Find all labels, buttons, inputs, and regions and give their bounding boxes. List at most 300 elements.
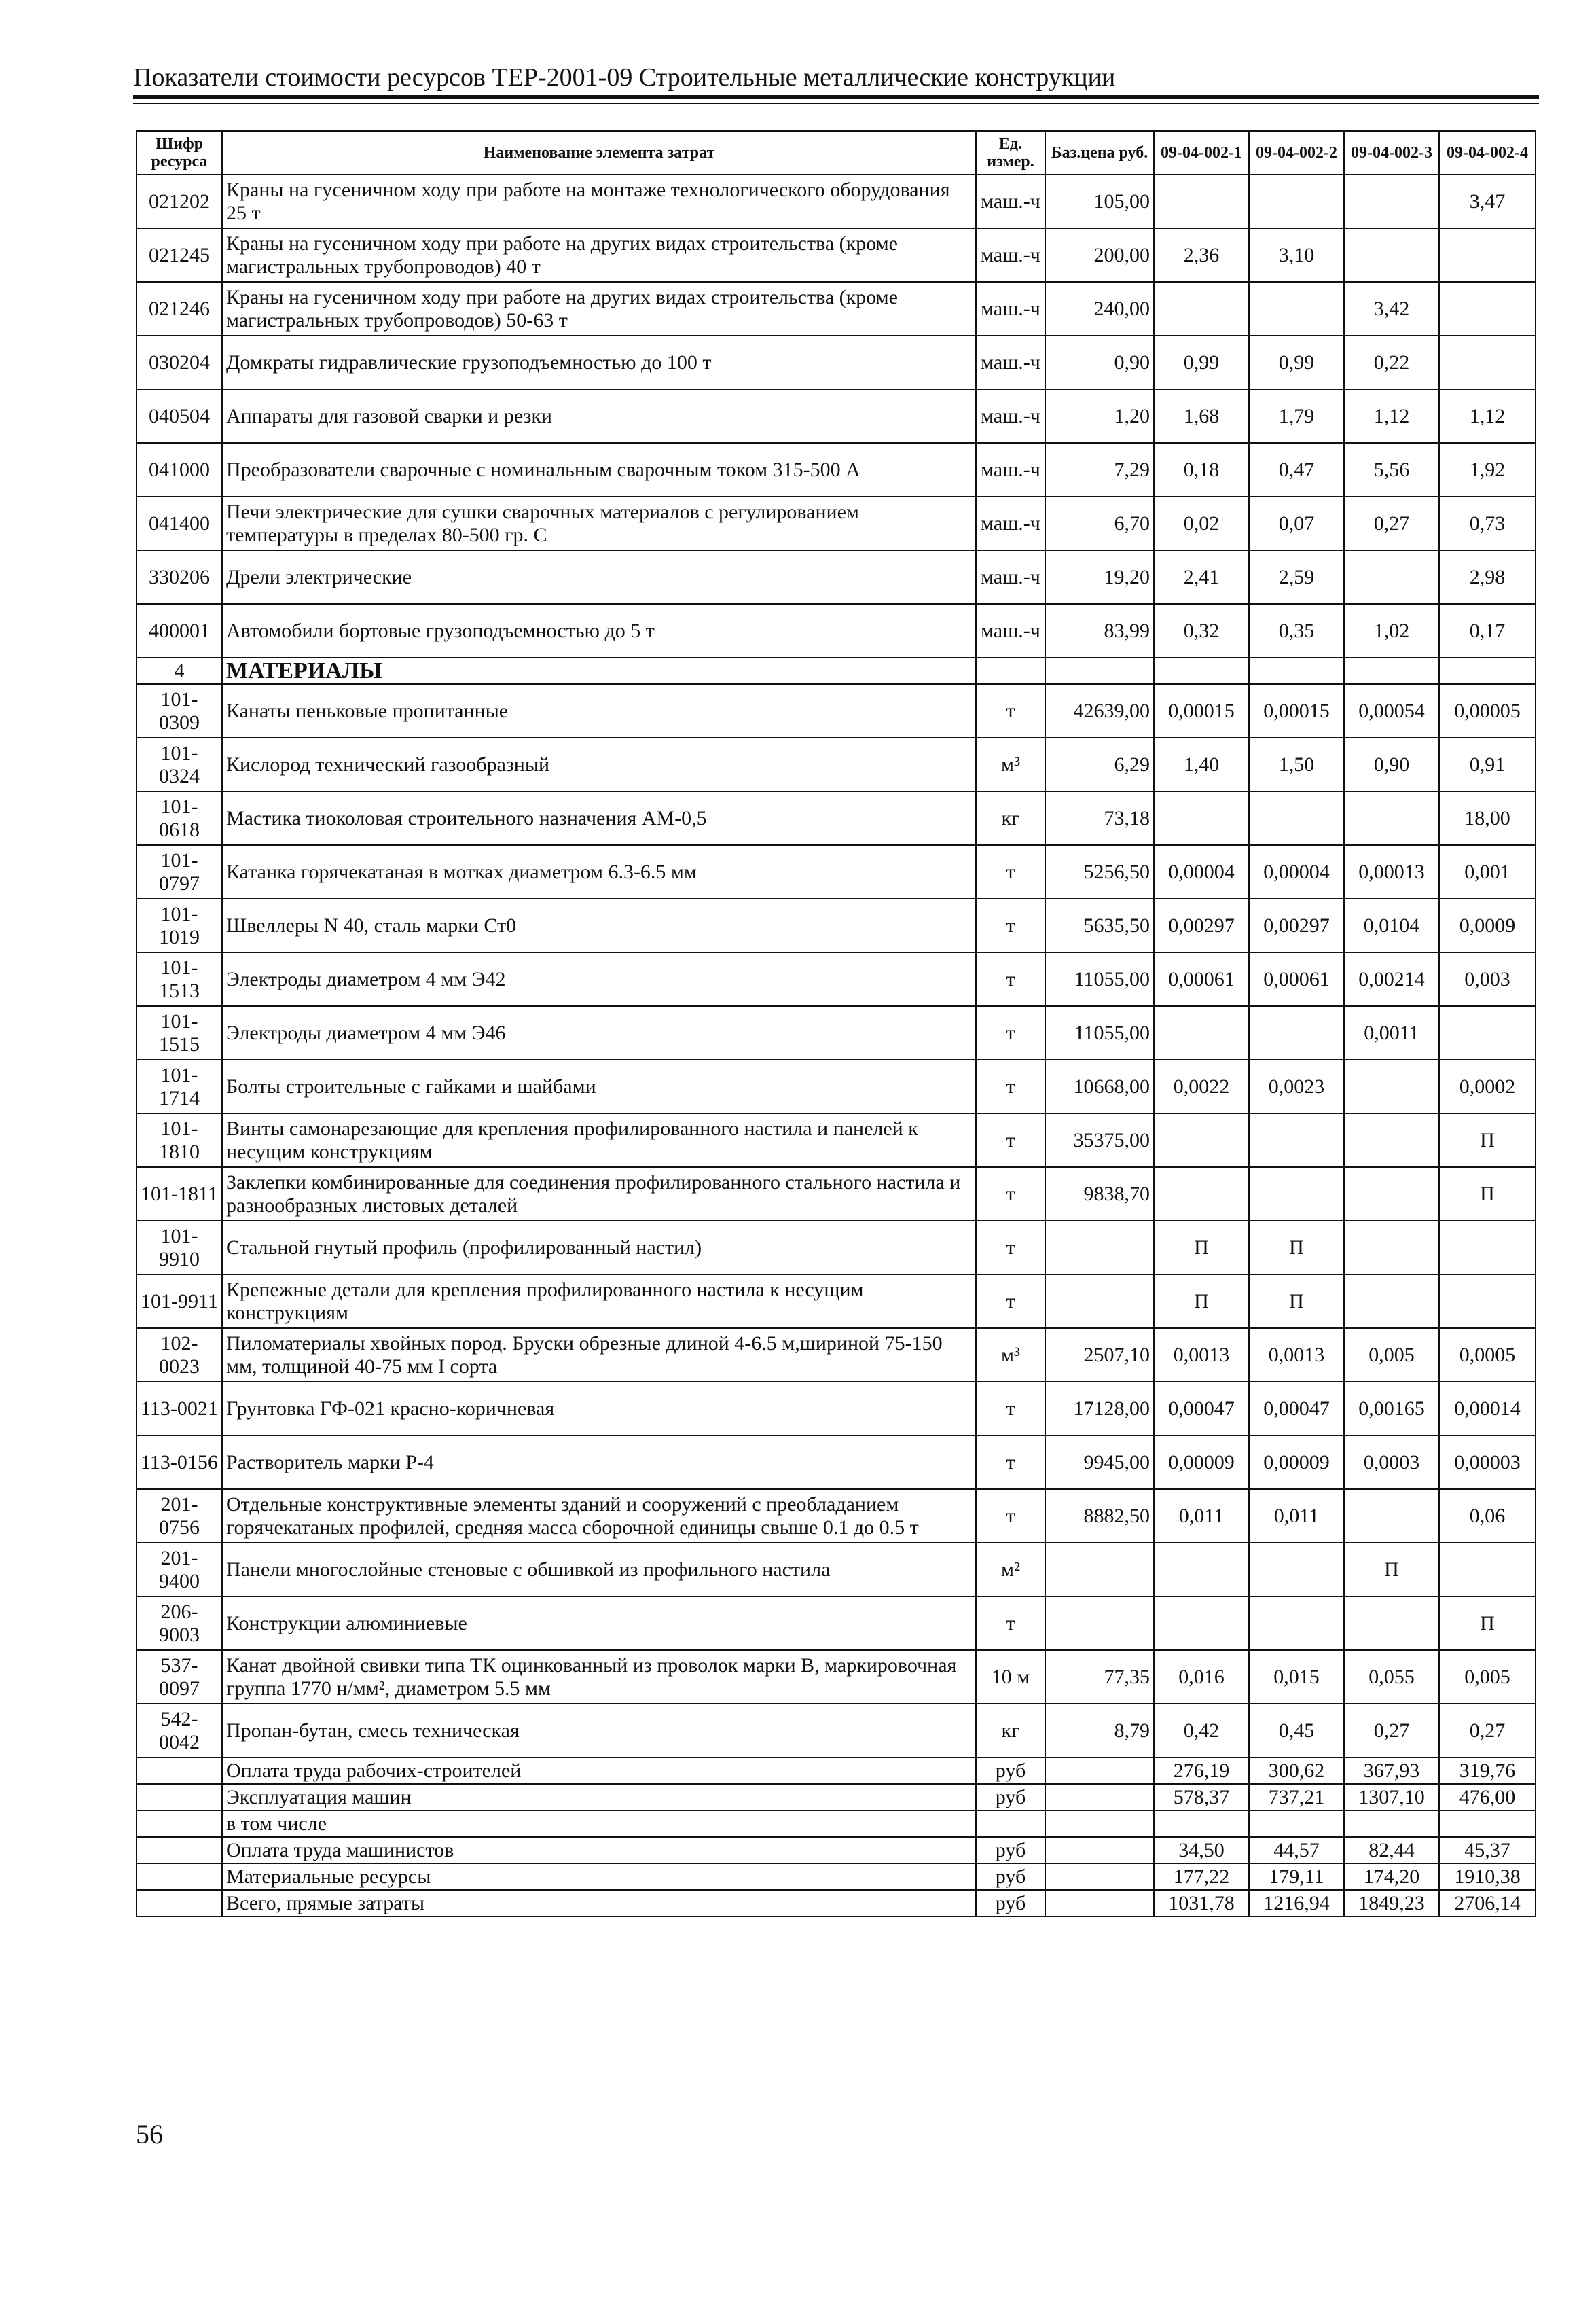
base-price: 6,70 <box>1045 497 1154 550</box>
resource-code: 101-0309 <box>137 684 222 738</box>
base-price <box>1045 1221 1154 1274</box>
summary-unit: руб <box>976 1890 1045 1916</box>
resource-unit: т <box>976 1274 1045 1328</box>
resource-unit: маш.-ч <box>976 443 1045 497</box>
norm-value-2 <box>1249 1006 1344 1060</box>
norm-value-1: 0,016 <box>1154 1650 1249 1704</box>
resource-code: 101-1810 <box>137 1113 222 1167</box>
summary-value-2: 1216,94 <box>1249 1890 1344 1916</box>
table-row <box>137 1435 1536 1489</box>
summary-row <box>137 1837 1536 1863</box>
table-row <box>137 1328 1536 1382</box>
norm-value-3 <box>1344 791 1439 845</box>
title-rule <box>133 95 1539 99</box>
norm-value-3 <box>1344 175 1439 228</box>
resource-code: 101-0618 <box>137 791 222 845</box>
norm-value-2: 0,011 <box>1249 1489 1344 1543</box>
summary-value-1: 578,37 <box>1154 1784 1249 1810</box>
table-row <box>137 952 1536 1006</box>
base-price: 105,00 <box>1045 175 1154 228</box>
norm-value-2: 2,59 <box>1249 550 1344 604</box>
resource-code: 101-1513 <box>137 952 222 1006</box>
norm-value-2 <box>1249 282 1344 336</box>
summary-label: Оплата труда рабочих-строителей <box>222 1757 976 1784</box>
summary-value-1: 34,50 <box>1154 1837 1249 1863</box>
resource-name: Преобразователи сварочные с номинальным сварочным током 315-500 А <box>222 443 976 497</box>
base-price <box>1045 1596 1154 1650</box>
norm-value-1 <box>1154 791 1249 845</box>
base-price: 42639,00 <box>1045 684 1154 738</box>
empty-cell <box>137 1890 222 1916</box>
empty-cell <box>137 1837 222 1863</box>
norm-value-1 <box>1154 175 1249 228</box>
norm-value-4 <box>1439 1274 1536 1328</box>
resource-name: Винты самонарезающие для крепления профилированного настила и панелей к несущим конструкциям <box>222 1113 976 1167</box>
summary-value-2: 179,11 <box>1249 1863 1344 1890</box>
resource-unit: т <box>976 1489 1045 1543</box>
empty-cell <box>976 658 1045 684</box>
norm-value-3: 3,42 <box>1344 282 1439 336</box>
resource-unit: т <box>976 1060 1045 1113</box>
norm-value-3 <box>1344 1274 1439 1328</box>
base-price: 9838,70 <box>1045 1167 1154 1221</box>
base-price: 83,99 <box>1045 604 1154 658</box>
summary-value-3: 82,44 <box>1344 1837 1439 1863</box>
resource-unit: маш.-ч <box>976 497 1045 550</box>
resource-code: 206-9003 <box>137 1596 222 1650</box>
summary-label: в том числе <box>222 1810 976 1837</box>
resource-unit: маш.-ч <box>976 175 1045 228</box>
summary-row <box>137 1810 1536 1837</box>
table-row <box>137 791 1536 845</box>
norm-value-4: 0,003 <box>1439 952 1536 1006</box>
empty-cell <box>137 1784 222 1810</box>
resource-name: Болты строительные с гайками и шайбами <box>222 1060 976 1113</box>
table-row <box>137 175 1536 228</box>
empty-cell <box>137 1863 222 1890</box>
norm-value-2: 0,47 <box>1249 443 1344 497</box>
base-price: 1,20 <box>1045 389 1154 443</box>
norm-value-1: 2,36 <box>1154 228 1249 282</box>
summary-value-3: 1307,10 <box>1344 1784 1439 1810</box>
norm-value-2 <box>1249 1167 1344 1221</box>
resource-name: Электроды диаметром 4 мм Э46 <box>222 1006 976 1060</box>
resource-name: Стальной гнутый профиль (профилированный настил) <box>222 1221 976 1274</box>
resource-name: Канаты пеньковые пропитанные <box>222 684 976 738</box>
norm-value-1: 0,00297 <box>1154 899 1249 952</box>
table-row <box>137 550 1536 604</box>
summary-value-3: 1849,23 <box>1344 1890 1439 1916</box>
header-col3: 09-04-002-3 <box>1344 131 1439 175</box>
resource-unit: кг <box>976 791 1045 845</box>
norm-value-3: 0,00013 <box>1344 845 1439 899</box>
table-row <box>137 684 1536 738</box>
norm-value-2: 0,07 <box>1249 497 1344 550</box>
resource-unit: т <box>976 899 1045 952</box>
header-col4: 09-04-002-4 <box>1439 131 1536 175</box>
norm-value-4: П <box>1439 1113 1536 1167</box>
resource-name: Электроды диаметром 4 мм Э42 <box>222 952 976 1006</box>
norm-value-4 <box>1439 1006 1536 1060</box>
summary-value-1 <box>1154 1810 1249 1837</box>
resource-code: 021246 <box>137 282 222 336</box>
resource-name: Аппараты для газовой сварки и резки <box>222 389 976 443</box>
norm-value-4: П <box>1439 1596 1536 1650</box>
norm-value-3: 0,22 <box>1344 336 1439 389</box>
norm-value-4 <box>1439 282 1536 336</box>
norm-value-4 <box>1439 1543 1536 1596</box>
summary-label: Материальные ресурсы <box>222 1863 976 1890</box>
resource-code: 537-0097 <box>137 1650 222 1704</box>
summary-value-3 <box>1344 1810 1439 1837</box>
base-price: 5635,50 <box>1045 899 1154 952</box>
resource-unit: т <box>976 1006 1045 1060</box>
summary-value-4: 1910,38 <box>1439 1863 1536 1890</box>
norm-value-4: 18,00 <box>1439 791 1536 845</box>
norm-value-1: 0,42 <box>1154 1704 1249 1757</box>
resource-unit: т <box>976 1167 1045 1221</box>
norm-value-2: 0,35 <box>1249 604 1344 658</box>
base-price: 2507,10 <box>1045 1328 1154 1382</box>
norm-value-2: 3,10 <box>1249 228 1344 282</box>
norm-value-4: 0,00003 <box>1439 1435 1536 1489</box>
header-col1: 09-04-002-1 <box>1154 131 1249 175</box>
table-row <box>137 1543 1536 1596</box>
norm-value-4: 1,12 <box>1439 389 1536 443</box>
norm-value-4: 0,0005 <box>1439 1328 1536 1382</box>
norm-value-1: 0,18 <box>1154 443 1249 497</box>
table-row <box>137 1113 1536 1167</box>
table-row <box>137 1167 1536 1221</box>
resource-unit: т <box>976 1596 1045 1650</box>
norm-value-2: 1,50 <box>1249 738 1344 791</box>
summary-value-4: 476,00 <box>1439 1784 1536 1810</box>
table-row <box>137 336 1536 389</box>
base-price: 5256,50 <box>1045 845 1154 899</box>
resource-code: 101-1714 <box>137 1060 222 1113</box>
summary-value-1: 276,19 <box>1154 1757 1249 1784</box>
norm-value-3: 0,00214 <box>1344 952 1439 1006</box>
resource-unit: 10 м <box>976 1650 1045 1704</box>
summary-value-2 <box>1249 1810 1344 1837</box>
base-price: 8882,50 <box>1045 1489 1154 1543</box>
empty-cell <box>1045 1863 1154 1890</box>
resource-unit: т <box>976 1382 1045 1435</box>
norm-value-4 <box>1439 336 1536 389</box>
norm-value-3: 1,02 <box>1344 604 1439 658</box>
norm-value-1: 0,0013 <box>1154 1328 1249 1382</box>
resource-name: Кислород технический газообразный <box>222 738 976 791</box>
summary-label: Оплата труда машинистов <box>222 1837 976 1863</box>
norm-value-3: 0,27 <box>1344 1704 1439 1757</box>
norm-value-2 <box>1249 791 1344 845</box>
empty-cell <box>1045 1810 1154 1837</box>
norm-value-1 <box>1154 1596 1249 1650</box>
header-name: Наименование элемента затрат <box>222 131 976 175</box>
table-row <box>137 1382 1536 1435</box>
norm-value-1: 0,00047 <box>1154 1382 1249 1435</box>
summary-row <box>137 1784 1536 1810</box>
table-row <box>137 282 1536 336</box>
norm-value-4: 0,91 <box>1439 738 1536 791</box>
resource-name: Краны на гусеничном ходу при работе на других видах строительства (кроме магистральных трубопроводов) 50-63 т <box>222 282 976 336</box>
norm-value-4: 0,001 <box>1439 845 1536 899</box>
summary-value-1: 1031,78 <box>1154 1890 1249 1916</box>
resource-code: 041000 <box>137 443 222 497</box>
norm-value-4 <box>1439 228 1536 282</box>
norm-value-1 <box>1154 1113 1249 1167</box>
table-row <box>137 497 1536 550</box>
resource-unit: м³ <box>976 1328 1045 1382</box>
norm-value-3 <box>1344 550 1439 604</box>
resource-code: 113-0021 <box>137 1382 222 1435</box>
base-price: 35375,00 <box>1045 1113 1154 1167</box>
table-row <box>137 1596 1536 1650</box>
resource-name: Крепежные детали для крепления профилированного настила к несущим конструкциям <box>222 1274 976 1328</box>
resource-name: Конструкции алюминиевые <box>222 1596 976 1650</box>
norm-value-2: 0,0013 <box>1249 1328 1344 1382</box>
norm-value-3 <box>1344 1060 1439 1113</box>
norm-value-3: 0,0011 <box>1344 1006 1439 1060</box>
norm-value-4: 0,0002 <box>1439 1060 1536 1113</box>
table-body <box>137 175 1536 1916</box>
summary-unit: руб <box>976 1757 1045 1784</box>
norm-value-4: 0,00014 <box>1439 1382 1536 1435</box>
norm-value-1 <box>1154 1006 1249 1060</box>
summary-value-2: 44,57 <box>1249 1837 1344 1863</box>
resource-code: 330206 <box>137 550 222 604</box>
table-row <box>137 1704 1536 1757</box>
norm-value-2: 1,79 <box>1249 389 1344 443</box>
norm-value-2: 0,00061 <box>1249 952 1344 1006</box>
norm-value-2: 0,45 <box>1249 1704 1344 1757</box>
base-price: 0,90 <box>1045 336 1154 389</box>
resource-cost-table <box>136 130 1536 1917</box>
resource-unit: т <box>976 1113 1045 1167</box>
base-price: 73,18 <box>1045 791 1154 845</box>
summary-value-2: 300,62 <box>1249 1757 1344 1784</box>
norm-value-4: 0,0009 <box>1439 899 1536 952</box>
norm-value-2: 0,00009 <box>1249 1435 1344 1489</box>
norm-value-3: 0,055 <box>1344 1650 1439 1704</box>
base-price: 19,20 <box>1045 550 1154 604</box>
section-code: 4 <box>137 658 222 684</box>
resource-code: 101-9911 <box>137 1274 222 1328</box>
base-price: 200,00 <box>1045 228 1154 282</box>
resource-code: 113-0156 <box>137 1435 222 1489</box>
resource-name: Автомобили бортовые грузоподъемностью до 5 т <box>222 604 976 658</box>
resource-code: 021202 <box>137 175 222 228</box>
norm-value-1: 2,41 <box>1154 550 1249 604</box>
norm-value-2: 0,0023 <box>1249 1060 1344 1113</box>
norm-value-2: П <box>1249 1221 1344 1274</box>
summary-row <box>137 1890 1536 1916</box>
resource-code: 201-0756 <box>137 1489 222 1543</box>
resource-name: Домкраты гидравлические грузоподъемностью до 100 т <box>222 336 976 389</box>
resource-name: Краны на гусеничном ходу при работе на монтаже технологического оборудования 25 т <box>222 175 976 228</box>
norm-value-3 <box>1344 228 1439 282</box>
empty-cell <box>1249 658 1344 684</box>
norm-value-3: 1,12 <box>1344 389 1439 443</box>
section-title: МАТЕРИАЛЫ <box>222 658 976 684</box>
summary-value-4: 319,76 <box>1439 1757 1536 1784</box>
norm-value-2 <box>1249 1596 1344 1650</box>
table-row <box>137 1060 1536 1113</box>
resource-code: 101-1515 <box>137 1006 222 1060</box>
resource-unit: м² <box>976 1543 1045 1596</box>
norm-value-2: 0,015 <box>1249 1650 1344 1704</box>
base-price: 17128,00 <box>1045 1382 1154 1435</box>
resource-name: Краны на гусеничном ходу при работе на других видах строительства (кроме магистральных трубопроводов) 40 т <box>222 228 976 282</box>
resource-code: 101-0324 <box>137 738 222 791</box>
norm-value-1: 0,011 <box>1154 1489 1249 1543</box>
norm-value-4: 0,27 <box>1439 1704 1536 1757</box>
table-row <box>137 1274 1536 1328</box>
table-row <box>137 899 1536 952</box>
norm-value-1: 0,99 <box>1154 336 1249 389</box>
resource-code: 101-1019 <box>137 899 222 952</box>
resource-code: 542-0042 <box>137 1704 222 1757</box>
table-row <box>137 604 1536 658</box>
empty-cell <box>1045 1757 1154 1784</box>
norm-value-2 <box>1249 175 1344 228</box>
resource-name: Печи электрические для сушки сварочных материалов с регулированием температуры в пределах 80-500 гр. С <box>222 497 976 550</box>
norm-value-4: П <box>1439 1167 1536 1221</box>
resource-unit: маш.-ч <box>976 282 1045 336</box>
table-row <box>137 389 1536 443</box>
resource-unit: маш.-ч <box>976 228 1045 282</box>
norm-value-4: 3,47 <box>1439 175 1536 228</box>
norm-value-1: П <box>1154 1274 1249 1328</box>
resource-unit: м³ <box>976 738 1045 791</box>
norm-value-3: 0,00054 <box>1344 684 1439 738</box>
header-code: Шифр ресурса <box>137 131 222 175</box>
norm-value-3 <box>1344 1113 1439 1167</box>
summary-value-3: 174,20 <box>1344 1863 1439 1890</box>
table-row <box>137 1221 1536 1274</box>
empty-cell <box>1439 658 1536 684</box>
empty-cell <box>1045 1890 1154 1916</box>
base-price: 6,29 <box>1045 738 1154 791</box>
norm-value-4 <box>1439 1221 1536 1274</box>
resource-code: 101-1811 <box>137 1167 222 1221</box>
summary-value-1: 177,22 <box>1154 1863 1249 1890</box>
norm-value-2 <box>1249 1113 1344 1167</box>
norm-value-1: 0,00015 <box>1154 684 1249 738</box>
norm-value-4: 1,92 <box>1439 443 1536 497</box>
summary-row <box>137 1757 1536 1784</box>
norm-value-2 <box>1249 1543 1344 1596</box>
norm-value-1: 1,68 <box>1154 389 1249 443</box>
resource-unit: т <box>976 845 1045 899</box>
norm-value-1 <box>1154 1167 1249 1221</box>
resource-name: Заклепки комбинированные для соединения профилированного стального настила и разнообразных листовых деталей <box>222 1167 976 1221</box>
empty-cell <box>137 1757 222 1784</box>
resource-unit: кг <box>976 1704 1045 1757</box>
table-row <box>137 1489 1536 1543</box>
resource-name: Канат двойной свивки типа ТК оцинкованный из проволок марки В, маркировочная группа 1770 н/мм², диаметром 5.5 мм <box>222 1650 976 1704</box>
norm-value-1: П <box>1154 1221 1249 1274</box>
norm-value-3: 0,0104 <box>1344 899 1439 952</box>
norm-value-3 <box>1344 1489 1439 1543</box>
table-row <box>137 845 1536 899</box>
resource-name: Отдельные конструктивные элементы зданий и сооружений с преобладанием горячекатаных профилей, средняя масса сборочной единицы свыше 0.1 до 0.5 т <box>222 1489 976 1543</box>
norm-value-4: 0,005 <box>1439 1650 1536 1704</box>
resource-code: 201-9400 <box>137 1543 222 1596</box>
base-price: 10668,00 <box>1045 1060 1154 1113</box>
norm-value-4: 2,98 <box>1439 550 1536 604</box>
base-price: 240,00 <box>1045 282 1154 336</box>
resource-name: Дрели электрические <box>222 550 976 604</box>
resource-name: Панели многослойные стеновые с обшивкой из профильного настила <box>222 1543 976 1596</box>
resource-code: 040504 <box>137 389 222 443</box>
norm-value-3 <box>1344 1221 1439 1274</box>
summary-unit <box>976 1810 1045 1837</box>
resource-unit: т <box>976 1221 1045 1274</box>
norm-value-1: 0,0022 <box>1154 1060 1249 1113</box>
summary-label: Всего, прямые затраты <box>222 1890 976 1916</box>
resource-name: Пиломатериалы хвойных пород. Бруски обрезные длиной 4-6.5 м,шириной 75-150 мм, толщиной 40-75 мм I сорта <box>222 1328 976 1382</box>
table-row <box>137 1006 1536 1060</box>
norm-value-3: 0,0003 <box>1344 1435 1439 1489</box>
summary-value-4 <box>1439 1810 1536 1837</box>
table-header-row <box>137 131 1536 175</box>
base-price: 11055,00 <box>1045 952 1154 1006</box>
norm-value-2: П <box>1249 1274 1344 1328</box>
norm-value-3: П <box>1344 1543 1439 1596</box>
resource-code: 400001 <box>137 604 222 658</box>
norm-value-2: 0,00004 <box>1249 845 1344 899</box>
resource-unit: маш.-ч <box>976 336 1045 389</box>
norm-value-4: 0,17 <box>1439 604 1536 658</box>
norm-value-3: 5,56 <box>1344 443 1439 497</box>
norm-value-4: 0,06 <box>1439 1489 1536 1543</box>
resource-unit: т <box>976 1435 1045 1489</box>
resource-code: 041400 <box>137 497 222 550</box>
base-price: 9945,00 <box>1045 1435 1154 1489</box>
summary-value-2: 737,21 <box>1249 1784 1344 1810</box>
summary-value-3: 367,93 <box>1344 1757 1439 1784</box>
base-price: 11055,00 <box>1045 1006 1154 1060</box>
resource-name: Катанка горячекатаная в мотках диаметром 6.3-6.5 мм <box>222 845 976 899</box>
resource-unit: маш.-ч <box>976 550 1045 604</box>
empty-cell <box>1045 1837 1154 1863</box>
resource-name: Растворитель марки Р-4 <box>222 1435 976 1489</box>
empty-cell <box>1344 658 1439 684</box>
resource-code: 030204 <box>137 336 222 389</box>
base-price <box>1045 1274 1154 1328</box>
resource-name: Грунтовка ГФ-021 красно-коричневая <box>222 1382 976 1435</box>
base-price: 8,79 <box>1045 1704 1154 1757</box>
page-number: 56 <box>136 2119 163 2149</box>
page-title: Показатели стоимости ресурсов ТЕР-2001-09 Строительные металлические конструкции <box>133 63 1116 92</box>
resource-name: Пропан-бутан, смесь техническая <box>222 1704 976 1757</box>
norm-value-1 <box>1154 1543 1249 1596</box>
base-price: 77,35 <box>1045 1650 1154 1704</box>
resource-unit: маш.-ч <box>976 389 1045 443</box>
norm-value-1: 0,00061 <box>1154 952 1249 1006</box>
base-price: 7,29 <box>1045 443 1154 497</box>
resource-code: 101-9910 <box>137 1221 222 1274</box>
norm-value-1: 0,00009 <box>1154 1435 1249 1489</box>
empty-cell <box>1045 1784 1154 1810</box>
summary-row <box>137 1863 1536 1890</box>
norm-value-3: 0,90 <box>1344 738 1439 791</box>
summary-unit: руб <box>976 1837 1045 1863</box>
header-col2: 09-04-002-2 <box>1249 131 1344 175</box>
norm-value-4: 0,73 <box>1439 497 1536 550</box>
norm-value-1: 0,02 <box>1154 497 1249 550</box>
